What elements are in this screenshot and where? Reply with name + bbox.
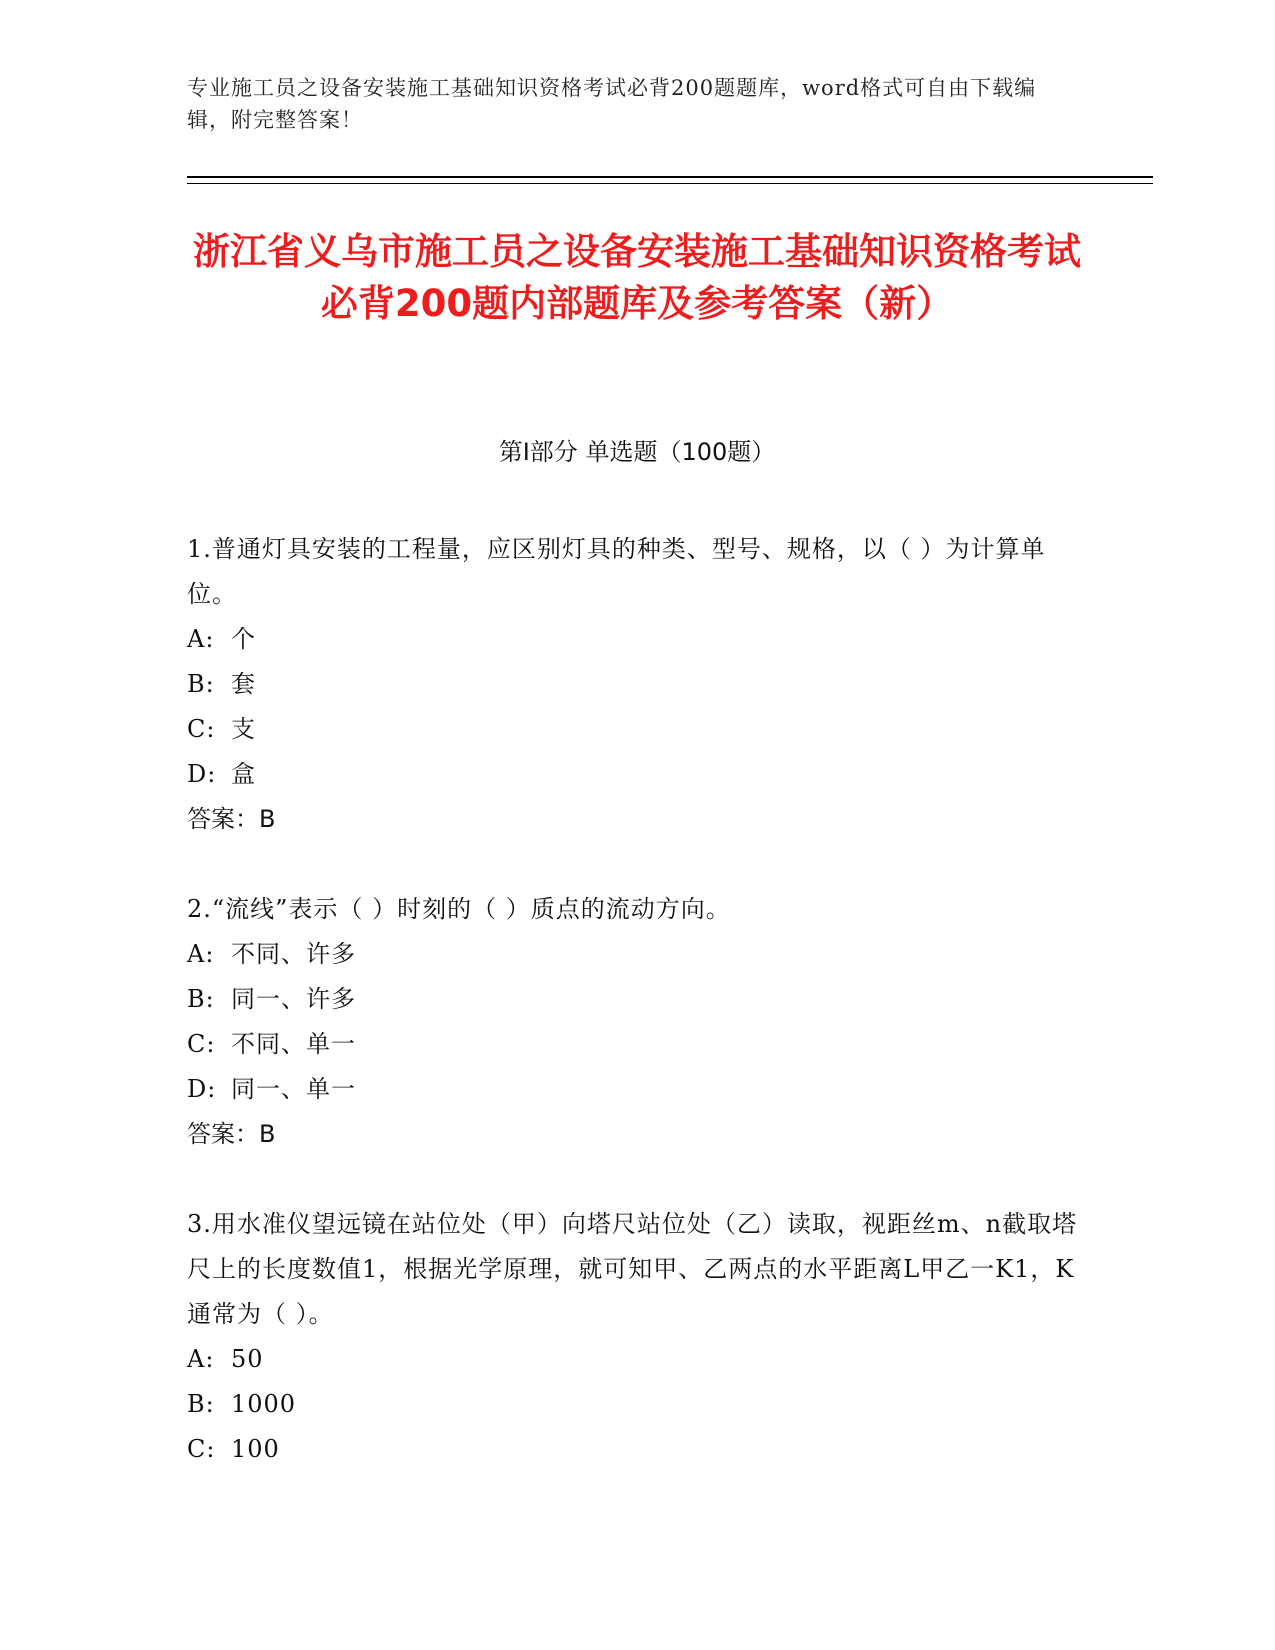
option-text: 支 [231,715,256,743]
option-letter: A: [187,625,215,653]
option-c [187,1022,1087,1067]
option-letter: B: [187,985,215,1013]
question-3 [187,1202,1087,1472]
header-note: 专业施工员之设备安装施工基础知识资格考试必背200题题库，word格式可自由下载编辑，附完整答案！ [187,76,1037,132]
answer: 答案：B [187,1120,276,1148]
option-text: 盒 [231,760,256,788]
option-d [187,752,1087,797]
question-list [187,527,1087,1517]
header-rule-thin [187,183,1153,184]
option-text: 套 [231,670,256,698]
question-2 [187,887,1087,1157]
option-text: 同一、单一 [231,1075,356,1103]
document-title: 浙江省义乌市施工员之设备安装施工基础知识资格考试必背200题内部题库及参考答案（新） [193,230,1081,325]
option-letter: C: [187,1030,216,1058]
option-text: 不同、许多 [231,940,356,968]
option-letter: B: [187,670,215,698]
question-stem: 2.“流线”表示（ ）时刻的（ ）质点的流动方向。 [187,895,731,923]
option-text: 个 [231,625,256,653]
option-text: 同一、许多 [231,985,356,1013]
option-c [187,1427,1087,1472]
option-letter: B: [187,1390,215,1418]
option-b [187,662,1087,707]
question-stem: 1.普通灯具安装的工程量，应区别灯具的种类、型号、规格，以（ ）为计算单位。 [187,535,1046,608]
question-stem: 3.用水准仪望远镜在站位处（甲）向塔尺站位处（乙）读取，视距丝m、n截取塔尺上的长度数值1，根据光学原理，就可知甲、乙两点的水平距离L甲乙一K1，K通常为（ ）。 [187,1210,1078,1328]
option-letter: C: [187,715,216,743]
option-letter: A: [187,1345,215,1373]
option-text: 50 [231,1345,264,1373]
option-text: 不同、单一 [231,1030,356,1058]
header-rule-thick [187,176,1153,178]
option-text: 1000 [231,1390,297,1418]
option-text: 100 [231,1435,280,1463]
option-b [187,977,1087,1022]
option-letter: C: [187,1435,216,1463]
option-c [187,707,1087,752]
option-letter: D: [187,760,217,788]
option-a [187,932,1087,977]
option-letter: D: [187,1075,217,1103]
option-d [187,1067,1087,1112]
option-letter: A: [187,940,215,968]
option-b [187,1382,1087,1427]
section-title: 第I部分 单选题（100题） [498,438,776,466]
option-a [187,1337,1087,1382]
option-a [187,617,1087,662]
answer: 答案：B [187,805,276,833]
question-1 [187,527,1087,842]
